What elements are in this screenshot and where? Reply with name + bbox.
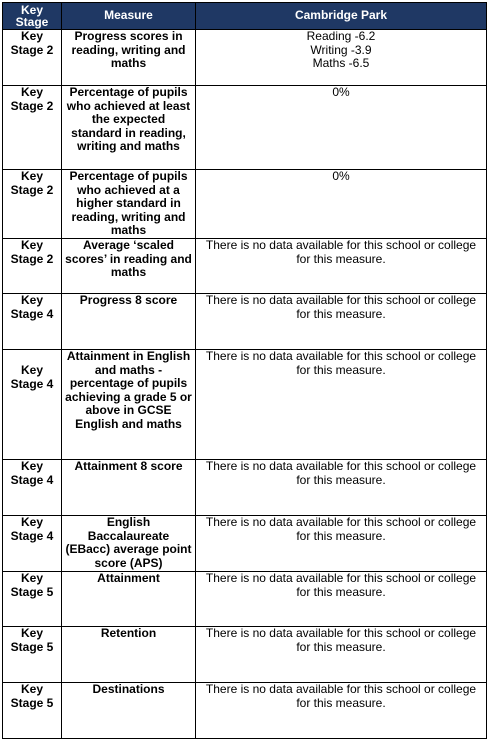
value-cell: There is no data available for this school or college for this measure. [196,572,487,627]
measure-cell: Destinations [62,683,196,739]
table-row [3,627,487,683]
value-cell: There is no data available for this school or college for this measure. [196,460,487,516]
table-row [3,294,487,350]
key-stage-cell: Key Stage 2 [3,86,62,170]
table-row [3,350,487,460]
measure-cell: Retention [62,627,196,683]
value-cell: There is no data available for this school or college for this measure. [196,350,487,460]
key-stage-cell: Key Stage 4 [3,294,62,350]
table-row [3,239,487,294]
value-cell: There is no data available for this school or college for this measure. [196,627,487,683]
measure-cell: English Baccalaureate (EBacc) average point score (APS) [62,516,196,572]
header-row [3,3,487,30]
header-measure: Measure [62,3,196,30]
performance-table [2,2,487,739]
value-cell [196,30,487,86]
measure-cell: Progress 8 score [62,294,196,350]
key-stage-cell: Key Stage 4 [3,516,62,572]
key-stage-cell: Key Stage 5 [3,627,62,683]
measure-cell: Attainment 8 score [62,460,196,516]
table-row [3,460,487,516]
measure-cell: Percentage of pupils who achieved at a higher standard in reading, writing and maths [62,170,196,239]
measure-cell: Progress scores in reading, writing and maths [62,30,196,86]
value-cell: 0% [196,170,487,239]
table-header [3,3,487,30]
value-cell: 0% [196,86,487,170]
measure-cell: Attainment in English and maths - percentage of pupils achieving a grade 5 or above in GCSE English and maths [62,350,196,460]
value-cell: There is no data available for this school or college for this measure. [196,239,487,294]
table-row [3,516,487,572]
table-row [3,683,487,739]
value-cell: There is no data available for this school or college for this measure. [196,294,487,350]
table-row [3,170,487,239]
key-stage-cell: Key Stage 5 [3,572,62,627]
key-stage-cell: Key Stage 2 [3,170,62,239]
measure-cell: Attainment [62,572,196,627]
key-stage-cell: Key Stage 2 [3,30,62,86]
measure-cell: Percentage of pupils who achieved at least the expected standard in reading, writing and maths [62,86,196,170]
value-writing: Writing -3.9 [310,42,372,57]
table-row [3,572,487,627]
key-stage-cell: Key Stage 5 [3,683,62,739]
key-stage-cell: Key Stage 2 [3,239,62,294]
value-cell: There is no data available for this school or college for this measure. [196,516,487,572]
value-cell: There is no data available for this school or college for this measure. [196,683,487,739]
key-stage-cell: Key Stage 4 [3,350,62,460]
value-maths: Maths -6.5 [312,56,370,70]
table-row [3,86,487,170]
value-reading: Reading -6.2 [306,29,376,43]
header-key-stage: Key Stage [3,3,62,30]
key-stage-cell: Key Stage 4 [3,460,62,516]
header-cambridge-park: Cambridge Park [196,3,487,30]
measure-cell: Average ‘scaled scores’ in reading and maths [62,239,196,294]
table-row [3,30,487,86]
